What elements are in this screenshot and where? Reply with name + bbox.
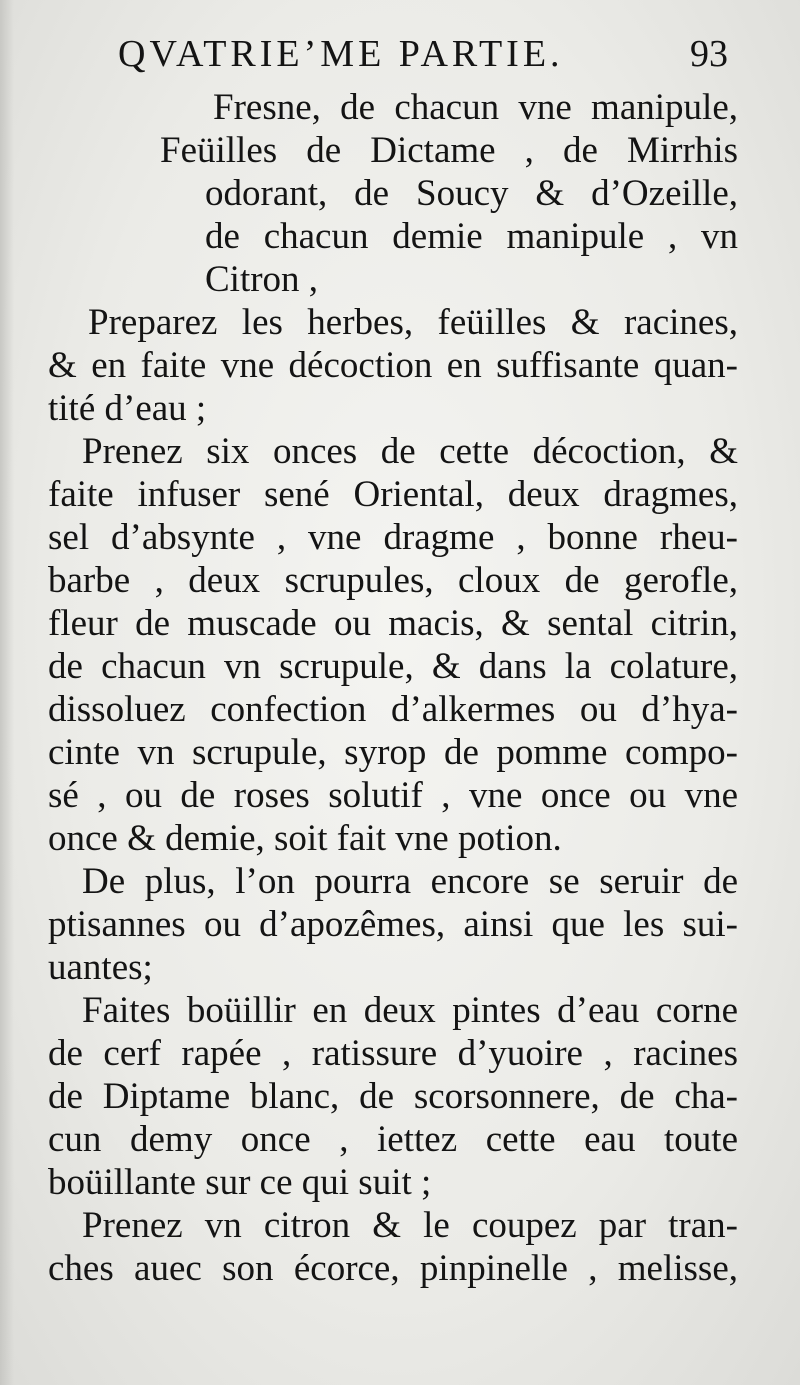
text-line: barbe , deux scrupules, cloux de gerofle, xyxy=(48,560,738,601)
text-line: sel d’absynte , vne dragme , bonne rheu- xyxy=(48,517,738,558)
text-line: de Diptame blanc, de scorsonnere, de cha- xyxy=(48,1076,738,1117)
text-line: Faites boüillir en deux pintes d’eau corne xyxy=(82,990,738,1031)
text-line: uantes; xyxy=(48,947,153,988)
body-text xyxy=(48,86,738,1290)
text-line: odorant, de Soucy & d’Ozeille, xyxy=(205,173,738,214)
text-line: de cerf rapée , ratissure d’yuoire , racines xyxy=(48,1033,738,1074)
text-line: de chacun demie manipule , vn xyxy=(205,216,738,257)
binding-shadow xyxy=(0,0,14,1385)
text-line: & en faite vne décoction en suffisante quan- xyxy=(48,345,738,386)
text-line: Prenez vn citron & le coupez par tran- xyxy=(82,1205,738,1246)
text-line: boüillante sur ce qui suit ; xyxy=(48,1162,432,1203)
text-line: de chacun vn scrupule, & dans la colature, xyxy=(48,646,738,687)
text-line: De plus, l’on pourra encore se seruir de xyxy=(82,861,738,902)
text-line: ptisannes ou d’apozêmes, ainsi que les sui- xyxy=(48,904,738,945)
text-line: Preparez les herbes, feüilles & racines, xyxy=(88,302,738,343)
text-line: dissoluez confection d’alkermes ou d’hya- xyxy=(48,689,738,730)
text-line: cun demy once , iettez cette eau toute xyxy=(48,1119,738,1160)
running-head: QVATRIE’ME PARTIE. xyxy=(118,33,564,75)
text-line: Citron , xyxy=(205,259,319,300)
text-line: Prenez six onces de cette décoction, & xyxy=(82,431,738,472)
text-line: sé , ou de roses solutif , vne once ou vne xyxy=(48,775,738,816)
text-line: ches auec son écorce, pinpinelle , melisse, xyxy=(48,1248,738,1289)
text-line: fleur de muscade ou macis, & sental citrin, xyxy=(48,603,738,644)
page-header xyxy=(118,26,728,76)
text-line: once & demie, soit fait vne potion. xyxy=(48,818,562,859)
text-line: faite infuser sené Oriental, deux dragmes, xyxy=(48,474,738,515)
text-line: Feüilles de Dictame , de Mirrhis xyxy=(160,130,738,171)
page-number: 93 xyxy=(690,33,728,75)
text-line: cinte vn scrupule, syrop de pomme compo- xyxy=(48,732,738,773)
text-line: tité d’eau ; xyxy=(48,388,207,429)
text-line: Fresne, de chacun vne manipule, xyxy=(213,87,738,128)
